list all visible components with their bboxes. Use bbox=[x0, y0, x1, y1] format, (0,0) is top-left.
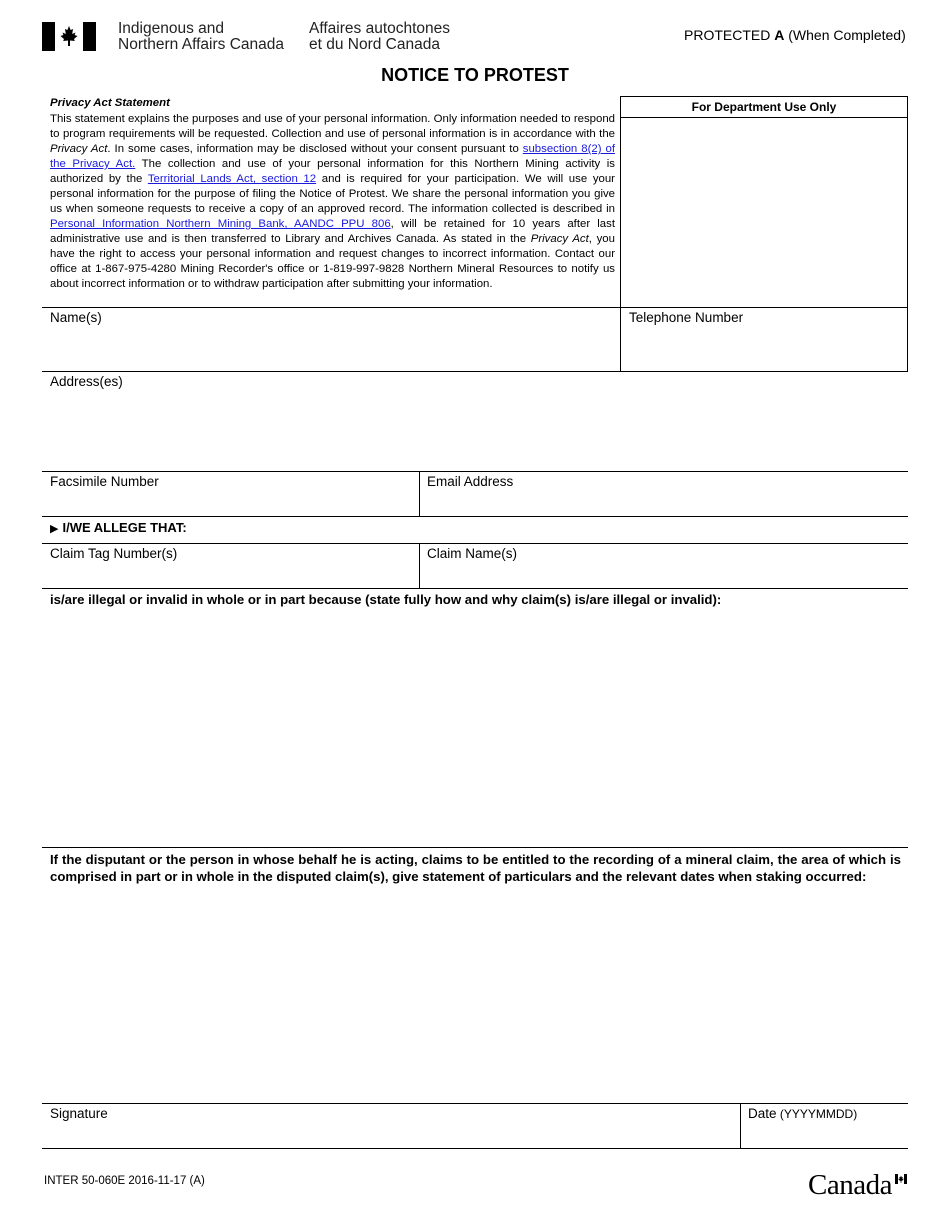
divider bbox=[740, 1103, 741, 1148]
divider bbox=[42, 1103, 908, 1104]
divider bbox=[42, 371, 908, 372]
names-input[interactable] bbox=[48, 330, 614, 366]
email-input[interactable] bbox=[425, 493, 903, 513]
allege-heading: ▶ I/WE ALLEGE THAT: bbox=[50, 520, 187, 535]
form-number: INTER 50-060E 2016-11-17 (A) bbox=[44, 1175, 205, 1187]
department-name-english: Indigenous and Northern Affairs Canada bbox=[118, 20, 285, 53]
divider bbox=[42, 516, 908, 517]
email-label: Email Address bbox=[427, 474, 514, 489]
privacy-statement: This statement explains the purposes and use of your personal information. Only information needed to respond to program requirements will be requested. Collection and use of personal information is in accordance with the Privacy Act. In some cases, information may be disclosed without your consent pursuant to subsection 8(2) of the Privacy Act. The collection and use of your personal information for this Northern Mining activity is authorized by the Territorial Lands Act, section 12 and is required for your participation. We will use your personal information for the purpose of filing the Notice of Protest. We share the personal information you give us when someone requests to receive a copy of an approved record. The information collected is described in Personal Information Northern Mining Bank, AANDC PPU 806, will be retained for 10 years after last administrative use and is then transferred to Library and Archives Canada. As stated in the Privacy Act, you have the right to access your personal information and request changes to incorrect information. Contact our office at 1-867-975-4280 Mining Recorder's office or 1-819-997-9828 Northern Mineral Resources to notify us about incorrect information or to withdraw participation after submitting your information. bbox=[50, 113, 616, 290]
divider bbox=[907, 307, 908, 371]
date-label: Date (YYYYMMDD) bbox=[748, 1106, 858, 1121]
wordmark-flag-icon bbox=[895, 1174, 907, 1184]
telephone-input[interactable] bbox=[627, 330, 902, 366]
illegal-statement: is/are illegal or invalid in whole or in part because (state fully how and why claim(s) is/are illegal or invalid): bbox=[50, 592, 722, 607]
territorial-lands-act-link[interactable]: Territorial Lands Act, section 12 bbox=[147, 173, 317, 185]
claim-name-label: Claim Name(s) bbox=[427, 546, 518, 561]
divider bbox=[42, 1148, 908, 1149]
divider bbox=[419, 543, 420, 588]
department-use-box bbox=[620, 96, 908, 308]
telephone-label: Telephone Number bbox=[629, 310, 744, 325]
claim-name-input[interactable] bbox=[425, 565, 903, 585]
divider bbox=[42, 847, 908, 848]
privacy-act-link[interactable]: subsection 8(2) of the Privacy Act. bbox=[50, 143, 615, 170]
fax-input[interactable] bbox=[48, 493, 413, 513]
divider bbox=[42, 307, 908, 308]
department-name-french: Affaires autochtones et du Nord Canada bbox=[309, 20, 451, 53]
address-input[interactable] bbox=[48, 394, 903, 466]
protected-classification: PROTECTED A (When Completed) bbox=[684, 27, 906, 43]
divider bbox=[42, 543, 908, 544]
claim-tag-input[interactable] bbox=[48, 565, 413, 585]
disputant-particulars-input[interactable] bbox=[48, 906, 903, 1098]
illegal-reason-input[interactable] bbox=[48, 612, 903, 842]
fax-label: Facsimile Number bbox=[50, 474, 159, 489]
address-label: Address(es) bbox=[50, 374, 123, 389]
divider bbox=[620, 307, 621, 371]
triangle-right-icon: ▶ bbox=[50, 523, 59, 535]
canada-flag-logo bbox=[42, 22, 96, 51]
privacy-heading: Privacy Act Statement bbox=[50, 97, 170, 109]
divider bbox=[42, 588, 908, 589]
date-input[interactable] bbox=[746, 1124, 903, 1146]
signature-label: Signature bbox=[50, 1106, 108, 1121]
claim-tag-label: Claim Tag Number(s) bbox=[50, 546, 178, 561]
form-title: NOTICE TO PROTEST bbox=[381, 65, 569, 85]
canada-wordmark: Canada bbox=[808, 1168, 910, 1202]
department-use-label: For Department Use Only bbox=[621, 97, 907, 118]
divider bbox=[42, 471, 908, 472]
signature-area[interactable] bbox=[48, 1124, 734, 1146]
disputant-statement: If the disputant or the person in whose behalf he is acting, claims to be entitled to the recording of a mineral claim, the area of which is comprised in part or in whole in the disputed claim(s), give statement of particulars and the relevant dates when staking occurred: bbox=[50, 852, 901, 884]
names-label: Name(s) bbox=[50, 310, 102, 325]
personal-information-bank-link[interactable]: Personal Information Northern Mining Bank, AANDC PPU 806 bbox=[50, 218, 391, 230]
canada-flag-icon bbox=[42, 22, 96, 51]
divider bbox=[419, 471, 420, 516]
